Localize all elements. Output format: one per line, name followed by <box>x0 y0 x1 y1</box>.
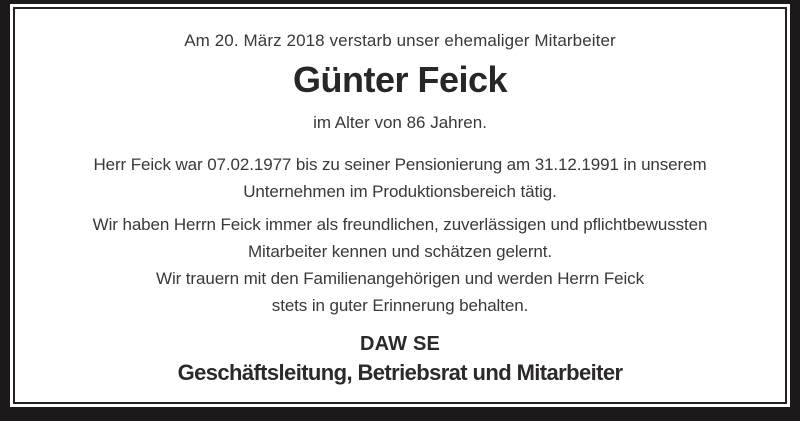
paragraph-line: stets in guter Erinnerung behalten. <box>271 296 529 315</box>
paragraph-condolence <box>15 265 785 319</box>
paragraph-service-period <box>15 151 785 205</box>
paragraph-line: Mitarbeiter kennen und schätzen gelernt. <box>247 242 553 261</box>
signature-line: Geschäftsleitung, Betriebsrat und Mitarbeiter <box>177 360 623 385</box>
age-line: im Alter von 86 Jahren. <box>313 113 487 132</box>
paragraph-appreciation <box>15 211 785 265</box>
intro-line: Am 20. März 2018 verstarb unser ehemaliger Mitarbeiter <box>184 31 616 50</box>
paragraph-line: Herr Feick war 07.02.1977 bis zu seiner Pensionierung am 31.12.1991 in unserem <box>93 155 707 174</box>
border-white-gap <box>10 4 790 407</box>
company-name: DAW SE <box>359 333 441 355</box>
paragraph-line: Wir trauern mit den Familienangehörigen und werden Herrn Feick <box>156 269 644 288</box>
paragraph-line: Unternehmen im Produktionsbereich tätig. <box>243 182 557 201</box>
deceased-name: Günter Feick <box>292 59 508 100</box>
obituary-notice <box>13 7 787 404</box>
paragraph-line: Wir haben Herrn Feick immer als freundlichen, zuverlässigen und pflichtbewussten <box>92 215 708 234</box>
